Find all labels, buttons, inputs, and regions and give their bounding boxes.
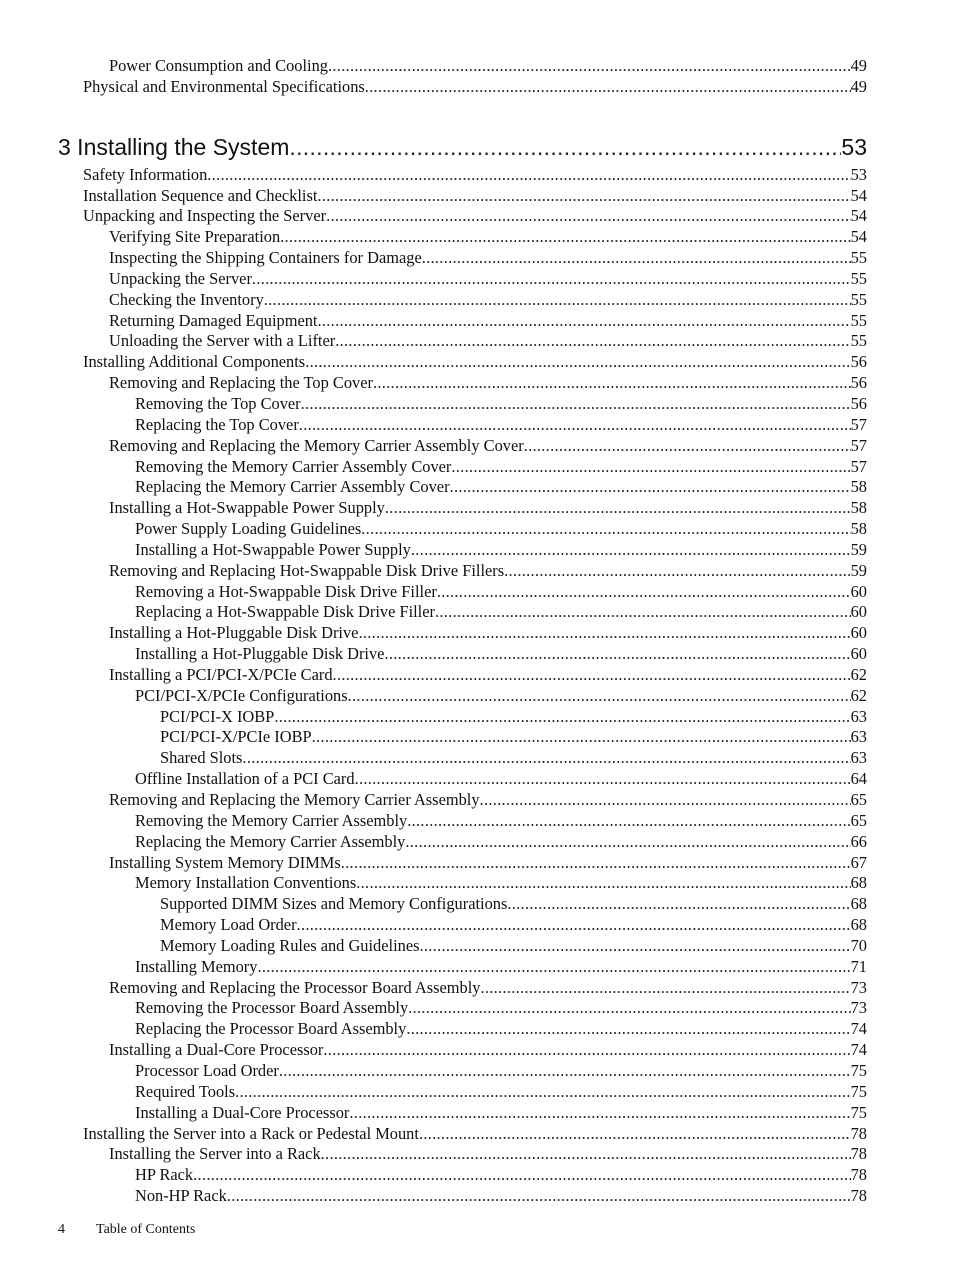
toc-entry-page-number: 60 — [850, 581, 867, 601]
toc-entry-row — [135, 1165, 867, 1186]
toc-entry-title: Replacing the Memory Carrier Assembly — [135, 831, 406, 851]
dot-leader — [252, 269, 851, 290]
toc-entry[interactable] — [0, 1144, 954, 1165]
toc-entry[interactable] — [0, 1103, 954, 1124]
dot-leader — [524, 436, 851, 457]
toc-entry-row — [135, 457, 867, 478]
toc-entry-page-number: 78 — [850, 1123, 867, 1143]
toc-entry-row — [135, 477, 867, 498]
dot-leader — [435, 602, 851, 623]
dot-leader — [361, 519, 850, 540]
toc-entry[interactable] — [0, 519, 954, 540]
toc-entry-row — [135, 1019, 867, 1040]
toc-entry[interactable] — [0, 915, 954, 936]
toc-entry[interactable] — [0, 1124, 954, 1145]
toc-entry[interactable] — [0, 707, 954, 728]
toc-entry-row — [109, 790, 867, 811]
toc-entry-page-number: 71 — [850, 956, 867, 976]
dot-leader — [341, 853, 851, 874]
dot-leader — [437, 582, 851, 603]
toc-entry[interactable] — [0, 540, 954, 561]
toc-entry-title: Installing a Hot-Swappable Power Supply — [135, 539, 411, 559]
dot-leader — [305, 352, 850, 373]
toc-entry-page-number: 55 — [850, 310, 867, 330]
toc-entry-page-number: 75 — [850, 1060, 867, 1080]
toc-entry-page-number: 58 — [850, 519, 867, 539]
dot-leader — [301, 394, 851, 415]
toc-entry[interactable] — [0, 894, 954, 915]
toc-entry-title: Power Supply Loading Guidelines — [135, 519, 362, 539]
toc-entry-page-number: 58 — [850, 477, 867, 497]
toc-entry-title: 3 Installing the System — [58, 133, 290, 160]
dot-leader — [326, 206, 851, 227]
toc-entry-title: Safety Information — [83, 164, 208, 184]
toc-entry-row — [160, 727, 867, 748]
toc-entry-page-number: 57 — [850, 435, 867, 455]
toc-entry-row — [109, 331, 867, 352]
toc-entry-page-number: 63 — [850, 748, 867, 768]
toc-entry-page-number: 55 — [850, 331, 867, 351]
dot-leader — [411, 540, 851, 561]
toc-entry[interactable] — [0, 957, 954, 978]
toc-entry-title: Installation Sequence and Checklist — [83, 185, 318, 205]
dot-leader — [242, 748, 850, 769]
toc-entry-row — [109, 1144, 867, 1165]
toc-entry-page-number: 56 — [850, 373, 867, 393]
toc-entry-title: Removing and Replacing the Processor Board Assembly — [109, 977, 481, 997]
toc-entry[interactable] — [0, 561, 954, 582]
toc-entry-row — [109, 248, 867, 269]
toc-entry[interactable] — [0, 186, 954, 207]
toc-entry-page-number: 74 — [850, 1040, 867, 1060]
dot-leader — [480, 978, 850, 999]
dot-leader — [312, 727, 851, 748]
toc-entry-page-number: 55 — [850, 268, 867, 288]
toc-entry-row — [135, 644, 867, 665]
toc-entry-row — [135, 602, 867, 623]
toc-entry-row — [135, 519, 867, 540]
toc-entry-title: Replacing the Top Cover — [135, 414, 299, 434]
dot-leader — [384, 644, 850, 665]
dot-leader — [280, 227, 850, 248]
dot-leader — [299, 415, 851, 436]
toc-entry-row — [109, 311, 867, 332]
dot-leader — [279, 1061, 851, 1082]
toc-entry-page-number: 54 — [850, 185, 867, 205]
dot-leader — [407, 811, 850, 832]
toc-entry-title: Removing and Replacing the Top Cover — [109, 373, 373, 393]
dot-leader — [264, 290, 851, 311]
toc-entry-title: Unpacking and Inspecting the Server — [83, 206, 327, 226]
toc-entry[interactable] — [0, 56, 954, 77]
toc-entry-row — [135, 832, 867, 853]
toc-entry-row — [83, 206, 867, 227]
toc-entry-row — [109, 665, 867, 686]
toc-entry[interactable] — [0, 769, 954, 790]
toc-entry-title: Processor Load Order — [135, 1060, 279, 1080]
toc-entry-page-number: 70 — [850, 935, 867, 955]
toc-entry-row — [109, 56, 867, 77]
toc-entry[interactable] — [0, 978, 954, 999]
toc-entry-page-number: 78 — [850, 1144, 867, 1164]
toc-entry-title: Shared Slots — [160, 748, 243, 768]
toc-entry[interactable] — [0, 1061, 954, 1082]
toc-entry-title: Non-HP Rack — [135, 1186, 227, 1206]
toc-entry-row — [109, 978, 867, 999]
dot-leader — [408, 998, 850, 1019]
dot-leader — [235, 1082, 851, 1103]
toc-entry[interactable] — [0, 936, 954, 957]
toc-entry[interactable] — [0, 394, 954, 415]
toc-entry-title: PCI/PCI-X IOBP — [160, 706, 275, 726]
dot-leader — [504, 561, 850, 582]
dot-leader — [321, 1144, 851, 1165]
toc-entry-title: HP Rack — [135, 1165, 194, 1185]
dot-leader — [356, 873, 850, 894]
toc-entry-row — [135, 394, 867, 415]
toc-entry-row — [135, 686, 867, 707]
toc-entry-row — [109, 290, 867, 311]
dot-leader — [405, 832, 850, 853]
toc-entry-title: Supported DIMM Sizes and Memory Configurations — [160, 894, 508, 914]
toc-entry-title: Memory Installation Conventions — [135, 873, 357, 893]
toc-entry[interactable] — [0, 477, 954, 498]
toc-entry[interactable] — [0, 998, 954, 1019]
toc-entry-row — [109, 436, 867, 457]
toc-entry-page-number: 60 — [850, 602, 867, 622]
toc-entry-title: Installing a Dual-Core Processor — [109, 1040, 324, 1060]
toc-entry-title: PCI/PCI-X/PCIe IOBP — [160, 727, 312, 747]
toc-entry-row — [160, 894, 867, 915]
toc-entry[interactable] — [0, 248, 954, 269]
toc-entry-title: Removing and Replacing Hot-Swappable Disk Drive Fillers — [109, 560, 505, 580]
toc-entry-row — [109, 269, 867, 290]
toc-entry-title: Required Tools — [135, 1081, 236, 1101]
toc-entry-row — [135, 1082, 867, 1103]
toc-entry[interactable] — [0, 748, 954, 769]
toc-entry[interactable] — [0, 77, 954, 98]
toc-entry-title: Memory Loading Rules and Guidelines — [160, 935, 420, 955]
toc-entry-title: Removing and Replacing the Memory Carrier Assembly Cover — [109, 435, 524, 455]
toc-entry-title: Removing and Replacing the Memory Carrier Assembly — [109, 790, 480, 809]
toc-entry-row — [135, 540, 867, 561]
toc-entry-row — [83, 352, 867, 373]
toc-entry-title: Removing a Hot-Swappable Disk Drive Filler — [135, 581, 437, 601]
toc-entry-title: Installing a PCI/PCI-X/PCIe Card — [109, 664, 333, 684]
toc-entry-page-number: 59 — [850, 539, 867, 559]
toc-entry-row — [160, 936, 867, 957]
toc-entry-row — [109, 227, 867, 248]
toc-entry-row — [58, 130, 867, 164]
dot-leader — [422, 248, 851, 269]
toc-entry[interactable] — [0, 582, 954, 603]
dot-leader — [193, 1165, 850, 1186]
toc-entry-page-number: 73 — [850, 998, 867, 1018]
toc-entry-page-number: 60 — [850, 644, 867, 664]
toc-entry[interactable] — [0, 1165, 954, 1186]
toc-entry-page-number: 62 — [850, 685, 867, 705]
toc-entry-title: Unloading the Server with a Lifter — [109, 331, 336, 351]
dot-leader — [227, 1186, 851, 1207]
toc-entry[interactable] — [0, 1019, 954, 1040]
toc-entry-row — [109, 853, 867, 874]
dot-leader — [406, 1019, 850, 1040]
toc-entry-page-number: 59 — [850, 560, 867, 580]
toc-entry-page-number: 58 — [850, 498, 867, 518]
toc-entry[interactable] — [0, 602, 954, 623]
toc-entry-row — [109, 561, 867, 582]
toc-entry-row — [83, 1124, 867, 1145]
table-of-contents — [0, 56, 954, 1207]
toc-entry-title: Removing the Processor Board Assembly — [135, 998, 409, 1018]
toc-entry-title: Installing a Hot-Pluggable Disk Drive — [135, 644, 385, 664]
toc-entry-row — [135, 1186, 867, 1207]
toc-entry[interactable] — [0, 1186, 954, 1207]
toc-entry-page-number: 57 — [850, 414, 867, 434]
dot-leader — [373, 373, 851, 394]
toc-entry-row — [160, 707, 867, 728]
toc-entry-page-number: 53 — [841, 133, 867, 160]
toc-chapter-entry[interactable] — [0, 130, 954, 164]
toc-entry[interactable] — [0, 665, 954, 686]
dot-leader — [355, 769, 851, 790]
toc-entry-row — [83, 165, 867, 186]
dot-leader — [450, 477, 851, 498]
toc-entry-title: Removing the Memory Carrier Assembly — [135, 810, 408, 830]
toc-entry-row — [160, 748, 867, 769]
toc-entry[interactable] — [0, 790, 954, 811]
dot-leader — [349, 1103, 850, 1124]
footer-section-title: Table of Contents — [96, 1222, 196, 1237]
toc-entry[interactable] — [0, 290, 954, 311]
dot-leader — [297, 915, 851, 936]
toc-entry-page-number: 78 — [850, 1186, 867, 1206]
toc-entry-page-number: 66 — [850, 831, 867, 851]
toc-entry[interactable] — [0, 352, 954, 373]
toc-entry-page-number: 57 — [850, 456, 867, 476]
toc-entry-page-number: 67 — [850, 852, 867, 872]
toc-entry-row — [135, 582, 867, 603]
toc-entry-title: Removing the Memory Carrier Assembly Cover — [135, 456, 452, 476]
toc-entry-page-number: 55 — [850, 248, 867, 268]
toc-entry-page-number: 56 — [850, 393, 867, 413]
toc-entry-row — [83, 186, 867, 207]
toc-entry-page-number: 54 — [850, 227, 867, 247]
dot-leader — [323, 1040, 850, 1061]
toc-entry-title: Returning Damaged Equipment — [109, 310, 318, 330]
toc-entry-row — [109, 623, 867, 644]
toc-entry-page-number: 74 — [850, 1019, 867, 1039]
toc-entry-title: Installing Memory — [135, 956, 258, 976]
toc-entry-page-number: 56 — [850, 352, 867, 372]
toc-entry[interactable] — [0, 227, 954, 248]
dot-leader — [328, 56, 851, 77]
footer-page-number: 4 — [58, 1222, 65, 1237]
toc-entry-page-number: 68 — [850, 915, 867, 935]
dot-leader — [317, 186, 850, 207]
toc-entry-title: Power Consumption and Cooling — [109, 56, 329, 75]
toc-entry[interactable] — [0, 206, 954, 227]
toc-entry-page-number: 63 — [850, 706, 867, 726]
dot-leader — [419, 936, 850, 957]
toc-entry-page-number: 54 — [850, 206, 867, 226]
dot-leader — [333, 665, 851, 686]
toc-entry-row — [109, 498, 867, 519]
toc-entry-page-number: 49 — [850, 56, 867, 75]
dot-leader — [289, 130, 841, 164]
dot-leader — [257, 957, 850, 978]
dot-leader — [358, 623, 850, 644]
toc-entry-title: Installing a Hot-Pluggable Disk Drive — [109, 623, 359, 643]
dot-leader — [419, 1124, 851, 1145]
toc-entry[interactable] — [0, 269, 954, 290]
toc-entry-row — [135, 998, 867, 1019]
toc-entry-title: Replacing a Hot-Swappable Disk Drive Filler — [135, 602, 435, 622]
toc-entry-title: Replacing the Memory Carrier Assembly Cover — [135, 477, 450, 497]
toc-entry-title: Installing a Dual-Core Processor — [135, 1102, 350, 1122]
dot-leader — [451, 457, 850, 478]
toc-entry[interactable] — [0, 623, 954, 644]
dot-leader — [348, 686, 851, 707]
toc-entry-row — [109, 1040, 867, 1061]
toc-entry-title: Installing System Memory DIMMs — [109, 852, 341, 872]
toc-entry[interactable] — [0, 873, 954, 894]
toc-entry-title: Unpacking the Server — [109, 268, 252, 288]
toc-entry-title: Memory Load Order — [160, 915, 297, 935]
toc-entry-row — [109, 373, 867, 394]
toc-entry-row — [135, 415, 867, 436]
toc-entry-page-number: 63 — [850, 727, 867, 747]
toc-entry[interactable] — [0, 311, 954, 332]
toc-entry-page-number: 62 — [850, 664, 867, 684]
toc-entry-title: Replacing the Processor Board Assembly — [135, 1019, 407, 1039]
toc-entry[interactable] — [0, 498, 954, 519]
toc-entry-page-number: 60 — [850, 623, 867, 643]
dot-leader — [507, 894, 850, 915]
toc-entry-title: Checking the Inventory — [109, 289, 264, 309]
toc-entry-title: PCI/PCI-X/PCIe Configurations — [135, 685, 348, 705]
toc-entry[interactable] — [0, 644, 954, 665]
toc-entry[interactable] — [0, 165, 954, 186]
toc-entry-page-number: 65 — [850, 810, 867, 830]
toc-entry-title: Removing the Top Cover — [135, 393, 301, 413]
toc-entry-page-number: 55 — [850, 289, 867, 309]
toc-entry-page-number: 53 — [850, 164, 867, 184]
toc-entry-page-number: 73 — [850, 977, 867, 997]
toc-entry-row — [83, 77, 867, 98]
toc-entry[interactable] — [0, 832, 954, 853]
toc-entry[interactable] — [0, 853, 954, 874]
dot-leader — [317, 311, 850, 332]
toc-entry-row — [135, 811, 867, 832]
toc-entry-row — [135, 769, 867, 790]
toc-entry-row — [135, 873, 867, 894]
toc-entry-page-number: 78 — [850, 1165, 867, 1185]
toc-entry[interactable] — [0, 373, 954, 394]
dot-leader — [480, 790, 851, 811]
toc-entry[interactable] — [0, 457, 954, 478]
dot-leader — [385, 498, 851, 519]
toc-entry-title: Installing a Hot-Swappable Power Supply — [109, 498, 385, 518]
dot-leader — [274, 707, 850, 728]
toc-entry[interactable] — [0, 811, 954, 832]
toc-entry-title: Installing the Server into a Rack — [109, 1144, 321, 1164]
toc-entry[interactable] — [0, 436, 954, 457]
toc-entry-page-number: 64 — [850, 769, 867, 789]
toc-entry[interactable] — [0, 331, 954, 352]
toc-entry-title: Physical and Environmental Specifications — [83, 76, 365, 96]
dot-leader — [365, 77, 851, 98]
toc-entry-title: Installing Additional Components — [83, 352, 306, 372]
toc-entry-page-number: 68 — [850, 873, 867, 893]
toc-entry[interactable] — [0, 727, 954, 748]
dot-leader — [207, 165, 850, 186]
toc-entry-row — [135, 1061, 867, 1082]
toc-entry-title: Installing the Server into a Rack or Pedestal Mount — [83, 1123, 419, 1143]
dot-leader — [335, 331, 850, 352]
toc-entry-page-number: 75 — [850, 1081, 867, 1101]
toc-entry-title: Verifying Site Preparation — [109, 227, 281, 247]
toc-entry[interactable] — [0, 1040, 954, 1061]
toc-entry-row — [160, 915, 867, 936]
toc-entry-page-number: 75 — [850, 1102, 867, 1122]
toc-entry-title: Inspecting the Shipping Containers for Damage — [109, 248, 422, 268]
toc-entry[interactable] — [0, 1082, 954, 1103]
toc-entry-page-number: 68 — [850, 894, 867, 914]
toc-entry-row — [135, 957, 867, 978]
toc-entry[interactable] — [0, 686, 954, 707]
toc-entry[interactable] — [0, 415, 954, 436]
toc-entry-row — [135, 1103, 867, 1124]
toc-entry-page-number: 65 — [850, 790, 867, 809]
toc-entry-page-number: 49 — [850, 76, 867, 96]
toc-entry-title: Offline Installation of a PCI Card — [135, 769, 355, 789]
